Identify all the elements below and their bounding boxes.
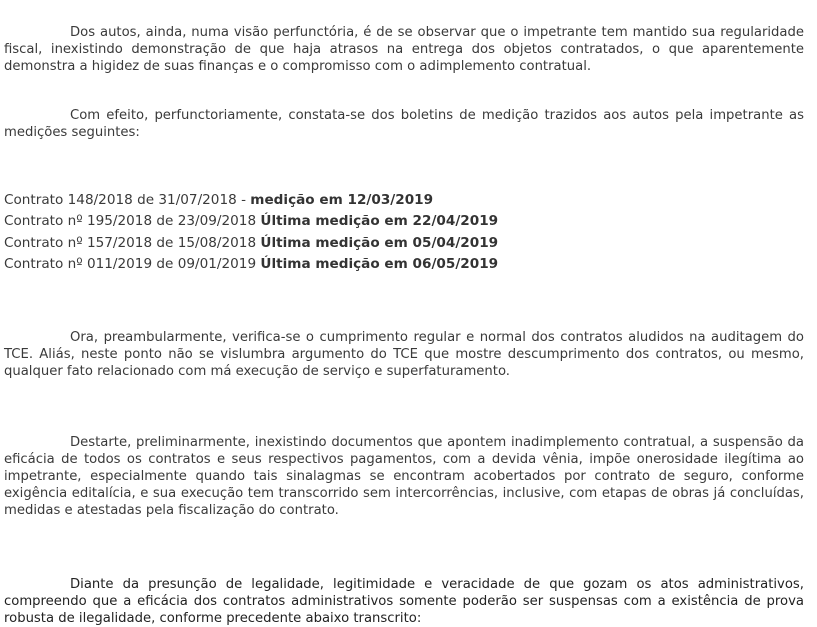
- measurement-date: Última medição em 22/04/2019: [260, 213, 499, 230]
- contract-description: Contrato nº 195/2018 de 23/09/2018: [4, 213, 261, 230]
- measurement-date: Última medição em 05/04/2019: [260, 234, 499, 251]
- paragraph-suspensao-eficacia: Destarte, preliminarmente, inexistindo documentos que apontem inadimplemento contratual, a suspensão da eficácia de todos os contratos e seus respectivos pagamentos, com a devida vênia, impõe onerosidade ilegítima ao impetrante, especialmente quando tais sinalagmas se encontram acobertados por contrato de seguro, conforme exigência editalícia, e sua execução tem transcorrido sem intercorrências, inclusive, com etapas de obras já concluídas, medidas e atestadas pela fiscalização do contrato.: [4, 435, 804, 519]
- contract-description: Contrato nº 157/2018 de 15/08/2018: [4, 234, 261, 251]
- paragraph-presuncao-legalidade: Diante da presunção de legalidade, legitimidade e veracidade de que gozam os atos administrativos, compreendo que a eficácia dos contratos administrativos somente poderão ser suspensas com a existência de prova robusta de ilegalidade, conforme precedente abaixo transcrito:: [4, 577, 804, 627]
- paragraph-regularidade-fiscal: Dos autos, ainda, numa visão perfunctória, é de se observar que o impetrante tem mantido sua regularidade fiscal, inexistindo demonstração de que haja atrasos na entrega dos objetos contratados, o que aparentemente demonstra a higidez de suas finanças e o compromisso com o adimplemento contratual.: [4, 25, 804, 74]
- paragraph-cumprimento-contratos: Ora, preambularmente, verifica-se o cumprimento regular e normal dos contratos aludidos na auditagem do TCE. Aliás, neste ponto não se vislumbra argumento do TCE que mostre descumprimento dos contratos, ou mesmo, qualquer fato relacionado com má execução de serviço e superfaturamento.: [4, 330, 804, 380]
- measurement-date: medição em 12/03/2019: [250, 192, 434, 208]
- contract-line: [4, 190, 804, 211]
- paragraph-boletins-medicao: Com efeito, perfunctoriamente, constata-se dos boletins de medição trazidos aos autos pela impetrante as medições seguintes:: [4, 108, 804, 140]
- contract-line: [4, 211, 804, 232]
- contract-description: Contrato nº 011/2019 de 09/01/2019: [4, 255, 261, 272]
- measurement-date: Última medição em 06/05/2019: [260, 255, 499, 272]
- contract-description: Contrato 148/2018 de 31/07/2018 -: [4, 192, 251, 208]
- contract-line: [4, 254, 804, 275]
- contract-line: [4, 233, 804, 254]
- document-page: [4, 24, 804, 627]
- contract-list: [4, 190, 804, 275]
